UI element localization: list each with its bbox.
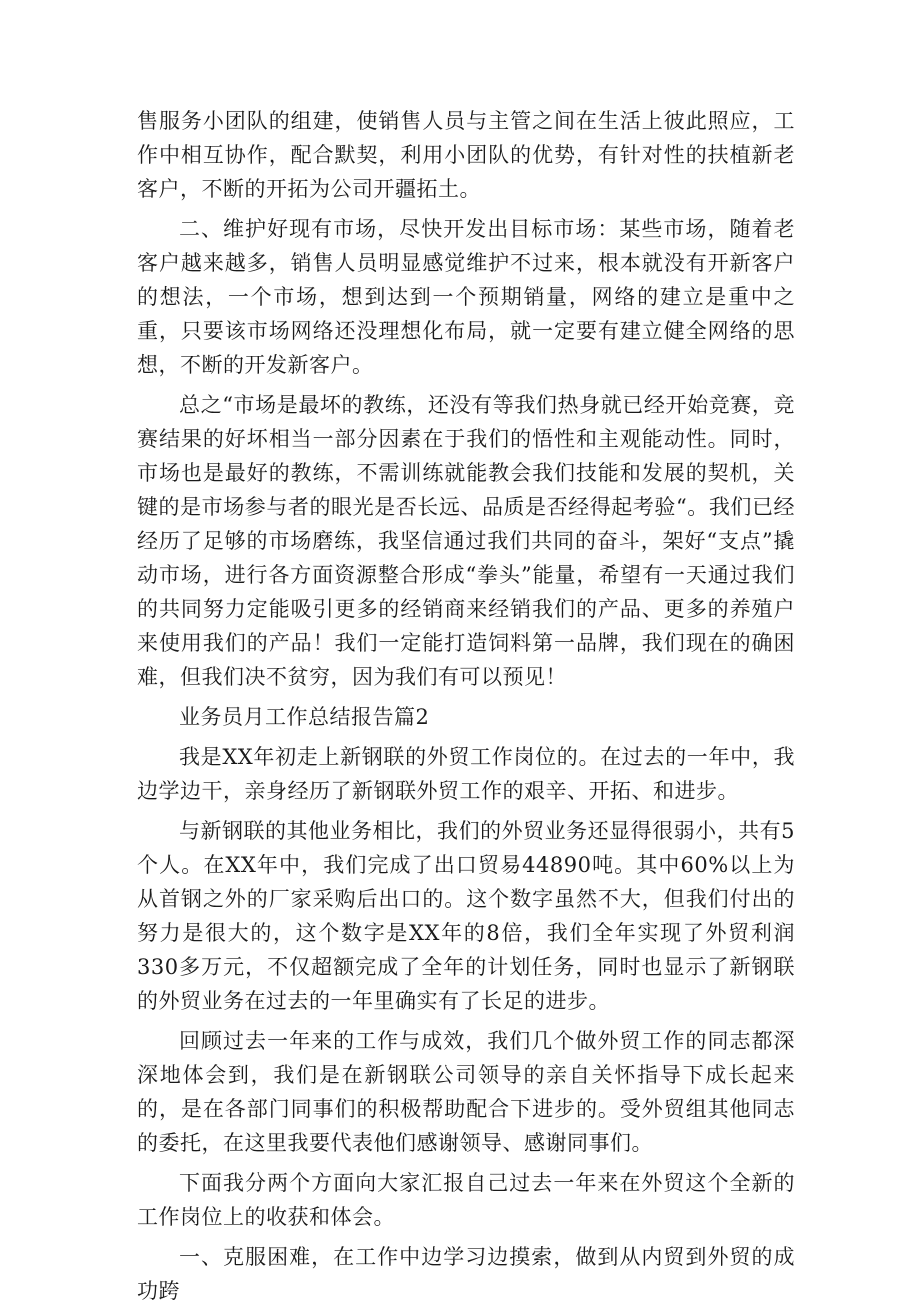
paragraph-maintain-market: 二、维护好现有市场，尽快开发出目标市场：某些市场，随着老客户越来越多，销售人员明显感觉维护不过来，根本就没有开新客户的想法，一个市场，想到达到一个预期销量，网络的建立是重中之重，只要该市场网络还没理想化布局，就一定要有建立健全网络的思想，不断的开发新客户。 [137, 217, 795, 377]
paragraph-point-one: 一、克服困难，在工作中边学习边摸索，做到从内贸到外贸的成功跨 [137, 1245, 795, 1303]
paragraph-review: 回顾过去一年来的工作与成效，我们几个做外贸工作的同志都深深地体会到，我们是在新钢联公司领导的亲自关怀指导下成长起来的，是在各部门同事们的积极帮助配合下进步的。受外贸组其他同志的委托，在这里我要代表他们感谢领导、感谢同事们。 [137, 1029, 795, 1155]
paragraph-business-stats: 与新钢联的其他业务相比，我们的外贸业务还显得很弱小，共有5个人。在XX年中，我们完成了出口贸易44890吨。其中60%以上为从首钢之外的厂家采购后出口的。这个数字虽然不大，但我们付出的努力是很大的，这个数字是XX年的8倍，我们全年实现了外贸利润330多万元，不仅超额完成了全年的计划任务，同时也显示了新钢联的外贸业务在过去的一年里确实有了长足的进步。 [137, 819, 795, 1013]
paragraph-conclusion: 总之“市场是最坏的教练，还没有等我们热身就已经开始竞赛，竞赛结果的好坏相当一部分因素在于我们的悟性和主观能动性。同时，市场也是最好的教练，不需训练就能教会我们技能和发展的契机，关键的是市场参与者的眼光是否长远、品质是否经得起考验“。我们已经经历了足够的市场磨练，我坚信通过我们共同的奋斗，架好“支点”撬动市场，进行各方面资源整合形成“拳头”能量，希望有一天通过我们的共同努力定能吸引更多的经销商来经销我们的产品、更多的养殖户来使用我们的产品！我们一定能打造饲料第一品牌，我们现在的确困难，但我们决不贫穷，因为我们有可以预见！ [137, 393, 795, 689]
section-heading: 业务员月工作总结报告篇2 [179, 705, 430, 729]
paragraph-intro: 我是XX年初走上新钢联的外贸工作岗位的。在过去的一年中，我边学边干，亲身经历了新钢联外贸工作的艰辛、开拓、和进步。 [137, 745, 795, 803]
document-body [137, 104, 795, 1314]
paragraph-report-outline: 下面我分两个方面向大家汇报自己过去一年来在外贸这个全新的工作岗位上的收获和体会。 [137, 1171, 795, 1229]
paragraph-team-building: 售服务小团队的组建，使销售人员与主管之间在生活上彼此照应，工作中相互协作，配合默契，利用小团队的优势，有针对性的扶植新老客户，不断的开拓为公司开疆拓土。 [137, 109, 795, 201]
